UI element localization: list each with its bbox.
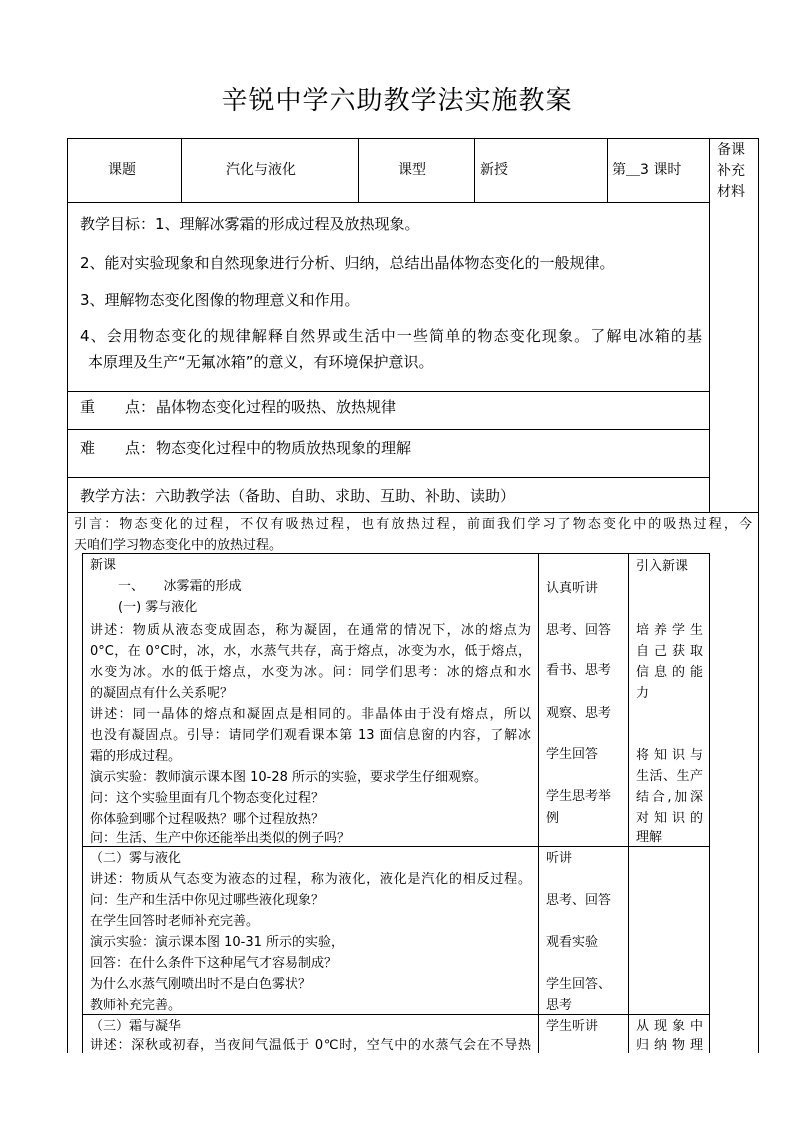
section1-line-13: 你体验到哪个过程吸热？哪个过程放热？: [90, 812, 325, 827]
type-value: 新授: [480, 162, 508, 178]
student-col-divider: [538, 553, 539, 1053]
header-col-divider-2: [358, 138, 359, 202]
section1-line-3: (一) 雾与液化: [118, 600, 198, 615]
section2-student-2: 思考、回答: [546, 893, 612, 908]
section1-student-1: 认真听讲: [546, 581, 599, 596]
intro-line-1: 引言：物态变化的过程，不仅有吸热过程，也有放热过程，前面我们学习了物态变化中的吸热过程，今: [74, 517, 752, 532]
section1-student-4: 观察、思考: [546, 706, 612, 721]
teaching-method: 教学方法：六助教学法（备助、自助、求助、互助、补助、读助）: [80, 487, 516, 505]
table-border-right: [758, 138, 759, 1053]
header-row-divider: [67, 202, 709, 203]
section1-line-5: 0°C，在 0°C时，冰，水，水蒸气共存，高于熔点，冰变为水，低于熔点，: [90, 644, 531, 659]
inner-right-border: [709, 553, 710, 1053]
header-col-divider-1: [181, 138, 182, 202]
keypoint-divider: [67, 429, 709, 430]
type-label: 课型: [398, 162, 426, 178]
section1-student-3: 看书、思考: [546, 663, 612, 678]
table-border-top: [67, 138, 759, 139]
section2-line-1: （二）雾与液化: [90, 851, 182, 866]
section2-student-4: 学生回答、: [546, 977, 612, 992]
section1-line-4: 讲述：物质从液态变成固态，称为凝固，在通常的情况下，冰的熔点为: [90, 623, 531, 638]
section2-line-5: 演示实验：演示课本图 10-31 所示的实验，: [90, 935, 345, 950]
section1-line-2: 一、 冰雾霜的形成: [118, 579, 242, 594]
section2-line-2: 讲述：物质从气态变为液态的过程，称为液化，液化是汽化的相反过程。: [90, 872, 531, 887]
section1-note-2: 培养学生: [636, 623, 703, 638]
objective-line-2: 2、能对实验现象和自然现象进行分析、归纳，总结出晶体物态变化的一般规律。: [80, 254, 615, 272]
section2-student-5: 思考: [546, 998, 573, 1013]
section3-note-1: 从现象中: [636, 1019, 703, 1034]
document-title: 辛锐中学六助教学法实施教案: [221, 86, 573, 116]
section1-line-6: 水变为冰。水的低于熔点，水变为冰。问：同学们思考：冰的熔点和水: [90, 665, 531, 680]
side-label-line-3: 材料: [717, 184, 745, 200]
objectives-divider: [67, 391, 709, 392]
key-point-text: 晶体物态变化过程的吸热、放热规律: [156, 398, 397, 416]
method-divider: [67, 512, 759, 513]
difficulty-divider: [67, 477, 709, 478]
section1-student-2: 思考、回答: [546, 623, 612, 638]
objective-line-3: 3、理解物态变化图像的物理意义和作用。: [80, 291, 360, 309]
section1-line-9: 也没有凝固点。引导：请同学们观看课本第 13 面信息窗的内容，了解冰: [90, 728, 531, 743]
section1-note-1: 引入新课: [636, 559, 689, 574]
section1-line-8: 讲述：同一晶体的熔点和凝固点是相同的。非晶体由于没有熔点，所以: [90, 707, 531, 722]
topic-label: 课题: [108, 162, 136, 178]
objective-line-5: 本原理及生产“无氟冰箱”的意义，有环境保护意识。: [88, 353, 434, 371]
notes-col-divider: [628, 553, 629, 1053]
inner-left-border: [82, 553, 83, 1053]
difficulty-label: 难 点：: [80, 439, 156, 457]
section1-line-10: 霜的形成过程。: [90, 749, 182, 764]
objective-line-1: 教学目标：1、理解冰雾霜的形成过程及放热现象。: [80, 215, 420, 233]
side-label-line-2: 补充: [717, 163, 745, 179]
header-col-divider-3: [474, 138, 475, 202]
section3-student-1: 学生听讲: [546, 1019, 599, 1034]
section1-note-4: 信息的能: [636, 665, 703, 680]
section1-note-7: 生活、生产: [636, 769, 703, 784]
section3-line-1: （三）霜与凝华: [90, 1019, 182, 1034]
section2-line-4: 在学生回答时老师补充完善。: [90, 914, 260, 929]
section1-line-11: 演示实验：教师演示课本图 10-28 所示的实验，要求学生仔细观察。: [90, 770, 488, 785]
section2-line-7: 为什么水蒸气刚喷出时不是白色雾状？: [90, 977, 312, 992]
section2-line-6: 回答：在什么条件下这种尾气才容易制成？: [90, 956, 338, 971]
section1-note-9: 对知识的: [636, 811, 703, 826]
difficulty-text: 物态变化过程中的物质放热现象的理解: [156, 439, 412, 457]
section1-note-8: 结合,加深: [636, 790, 703, 805]
section2-line-3: 问：生产和生活中你见过哪些液化现象？: [90, 893, 325, 908]
section2-student-3: 观看实验: [546, 935, 599, 950]
side-column-divider: [709, 138, 710, 513]
section1-note-3: 自己获取: [636, 644, 703, 659]
topic-value: 汽化与液化: [226, 162, 296, 178]
table-border-left: [67, 138, 68, 1053]
header-col-divider-4: [607, 138, 608, 202]
section3-note-2: 归纳物理: [636, 1038, 703, 1053]
section1-line-12: 问：这个实验里面有几个物态变化过程？: [90, 791, 325, 806]
intro-line-2: 天咱们学习物态变化中的放热过程。: [74, 538, 283, 553]
section1-student-7: 例: [546, 811, 560, 826]
section3-line-2: 讲述：深秋或初春，当夜间气温低于 0℃时，空气中的水蒸气会在不导热: [90, 1038, 531, 1053]
section2-student-1: 听讲: [546, 851, 573, 866]
section1-line-7: 的凝固点有什么关系呢？: [90, 686, 234, 701]
section1-note-10: 理解: [636, 830, 663, 845]
key-point-label: 重 点：: [80, 398, 156, 416]
section1-student-5: 学生回答: [546, 747, 599, 762]
section1-note-6: 将知识与: [636, 748, 703, 763]
objective-line-4: 4、会用物态变化的规律解释自然界或生活中一些简单的物态变化现象。了解电冰箱的基: [80, 327, 702, 345]
side-label-line-1: 备课: [717, 142, 745, 158]
period-value: 第＿3 课时: [612, 162, 682, 178]
section1-line-1: 新课: [90, 558, 117, 573]
section1-line-14: 问：生活、生产中你还能举出类似的例子吗？: [90, 831, 351, 846]
section2-line-8: 教师补充完善。: [90, 998, 182, 1013]
section1-note-5: 力: [636, 686, 650, 701]
section1-student-6: 学生思考举: [546, 789, 612, 804]
